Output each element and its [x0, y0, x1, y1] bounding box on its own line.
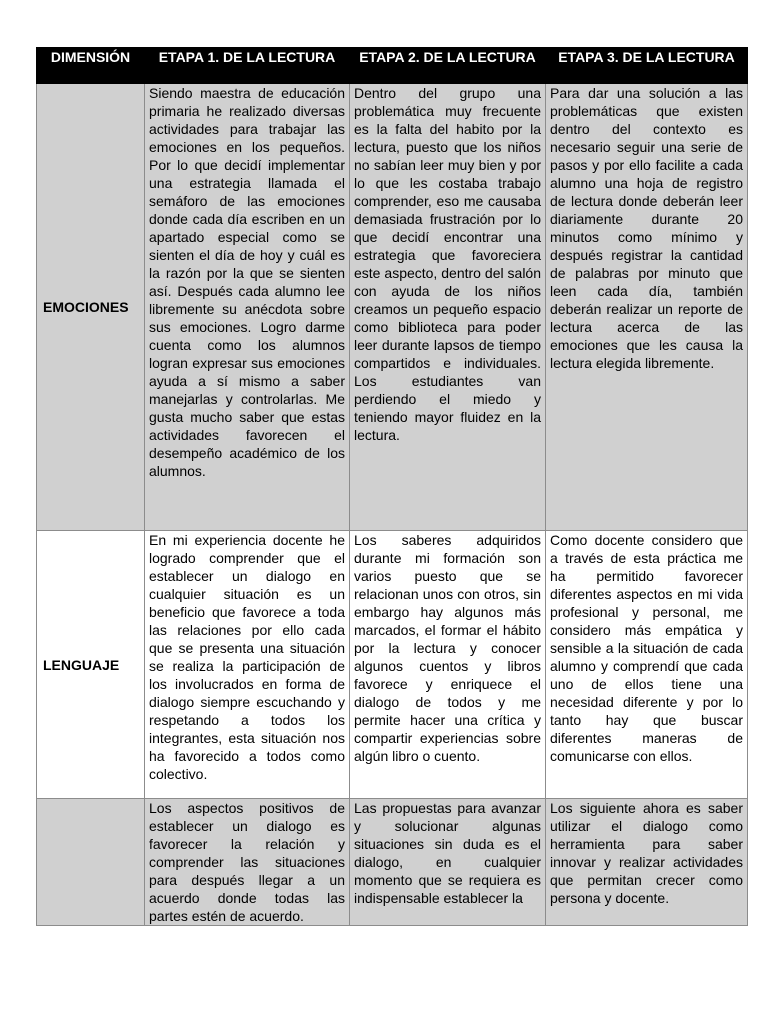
etapa-2-cell — [350, 799, 546, 926]
dimension-cell — [37, 84, 145, 531]
dimension-label: EMOCIONES — [43, 299, 129, 315]
table-header — [37, 48, 748, 84]
header-row — [37, 48, 748, 84]
etapa-3-cell — [546, 531, 748, 799]
etapa-1-cell — [145, 84, 350, 531]
etapa-3-text: Los siguiente ahora es saber utilizar el dialogo como herramienta para saber innovar y realizar actividades que permitan crecer como persona y docente. — [550, 800, 743, 906]
etapa-1-cell — [145, 531, 350, 799]
header-etapa-3: ETAPA 3. DE LA LECTURA — [546, 48, 748, 84]
dimension-cell — [37, 799, 145, 926]
etapa-2-cell — [350, 84, 546, 531]
etapa-3-text: Para dar una solución a las problemáticas que existen dentro del contexto es necesario seguir una serie de pasos y por ello facilite a cada alumno una hoja de registro de lectura donde deberán leer diariamente durante 20 minutos como mínimo y después registrar la cantidad de palabras por minuto que leen cada día, también deberán realizar un reporte de lectura acerca de las emociones que les causa la lectura elegida libremente. — [550, 85, 743, 371]
dimension-cell — [37, 531, 145, 799]
etapa-1-cell — [145, 799, 350, 926]
table-row-lenguaje — [37, 531, 748, 799]
etapa-2-cell — [350, 531, 546, 799]
etapa-1-text: Los aspectos positivos de establecer un dialogo es favorecer la relación y comprender las situaciones para después llegar a un acuerdo donde todas las partes estén de acuerdo. — [149, 800, 345, 924]
table-body — [37, 84, 748, 926]
etapa-2-text: Dentro del grupo una problemática muy frecuente es la falta del habito por la lectura, puesto que los niños no sabían leer muy bien y por lo que les costaba trabajo comprender, eso me causaba demasiada frustración por lo que decidí encontrar una estrategia que favoreciera este aspecto, dentro del salón con ayuda de los niños creamos un pequeño espacio como biblioteca para poder leer durante lapsos de tiempo compartidos e individuales. Los estudiantes van perdiendo el miedo y teniendo mayor fluidez en la lectura. — [354, 85, 541, 443]
etapa-3-text: Como docente considero que a través de esta práctica me ha permitido favorecer diferentes aspectos en mi vida profesional y personal, me considero más empática y sensible a la situación de cada alumno y comprendí que cada uno de ellos tiene una necesidad diferente y por lo tanto hay que buscar diferentes maneras de comunicarse con ellos. — [550, 532, 743, 764]
etapa-3-cell — [546, 84, 748, 531]
etapa-1-text: Siendo maestra de educación primaria he realizado diversas actividades para trabajar las emociones en los pequeños. Por lo que decidí implementar una estrategia llamada el semáforo de las emociones donde cada día escriben en un apartado especial como se sienten el día de hoy y cuál es la razón por la que se sienten así. Después cada alumno lee libremente su anécdota sobre sus emociones. Logro darme cuenta como los alumnos logran expresar sus emociones ayuda a sí mismo a saber manejarlas y controlarlas. Me gusta mucho saber que estas actividades favorecen el desempeño académico de los alumnos. — [149, 85, 345, 479]
etapa-1-text: En mi experiencia docente he logrado comprender que el establecer un dialogo en cualquier situación es un beneficio que favorece a toda las relaciones por ello cada que se presenta una situación se realiza la participación de los involucrados en forma de dialogo siempre escuchando y respetando a todos los integrantes, esta situación nos ha favorecido a todos como colectivo. — [149, 532, 345, 782]
dimension-label: LENGUAJE — [43, 656, 120, 673]
header-etapa-2: ETAPA 2. DE LA LECTURA — [350, 48, 546, 84]
table-row-emociones — [37, 84, 748, 531]
header-dimension: DIMENSIÓN — [37, 48, 145, 84]
header-etapa-1: ETAPA 1. DE LA LECTURA — [145, 48, 350, 84]
etapa-3-cell — [546, 799, 748, 926]
reflection-table — [36, 47, 748, 926]
etapa-2-text: Las propuestas para avanzar y solucionar algunas situaciones sin duda es el dialogo, en cualquier momento que se requiera es indispensable establecer la — [354, 800, 541, 906]
etapa-2-text: Los saberes adquiridos durante mi formación son varios puesto que se relacionan unos con otros, sin embargo hay algunos más marcados, el formar el hábito por la lectura y conocer algunos cuentos y libros favorece y enriquece el dialogo de todos y me permite hacer una crítica y compartir experiencias sobre algún libro o cuento. — [354, 532, 541, 764]
table-row-continued — [37, 799, 748, 926]
